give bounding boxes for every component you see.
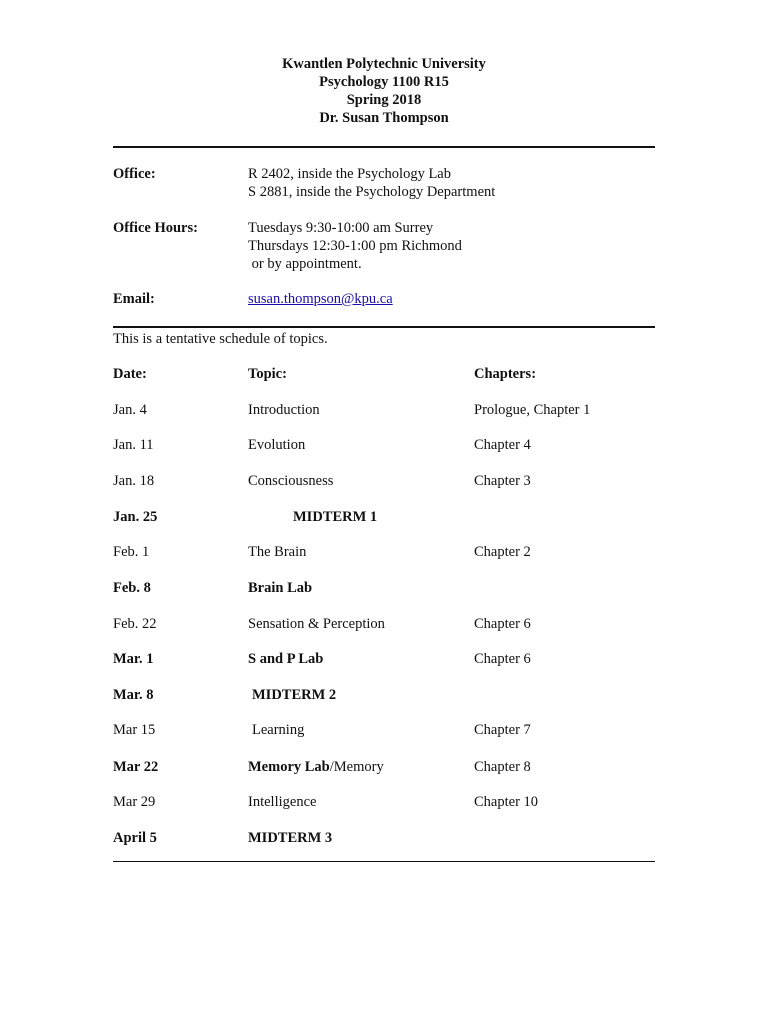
row-date: Jan. 18 [113, 473, 155, 489]
row-chapters: Chapter 4 [474, 437, 531, 453]
row-topic: Consciousness [248, 473, 334, 489]
table-row [113, 828, 658, 848]
table-row [113, 507, 658, 527]
office-line: R 2402, inside the Psychology Lab [248, 166, 451, 182]
row-topic: Evolution [248, 437, 306, 453]
row-topic-rest: /Memory [329, 759, 384, 775]
row-topic: The Brain [248, 544, 307, 560]
email-value [248, 290, 393, 308]
table-row [113, 614, 658, 634]
row-date: Feb. 22 [113, 616, 157, 632]
row-date: Mar 22 [113, 759, 159, 775]
row-topic: MIDTERM 3 [248, 830, 333, 846]
row-topic: Sensation & Perception [248, 616, 385, 632]
row-chapters: Chapter 8 [474, 759, 531, 775]
row-chapters: Chapter 7 [474, 722, 531, 738]
topic-column-header: Topic: [248, 366, 287, 382]
row-topic [248, 757, 384, 777]
table-row [113, 685, 658, 705]
row-date: Jan. 25 [113, 509, 158, 525]
row-topic-bold: Memory Lab [248, 759, 330, 775]
chapters-column-header: Chapters: [474, 366, 537, 382]
table-row [113, 792, 658, 812]
email-link[interactable]: susan.thompson@kpu.ca [248, 291, 393, 307]
schedule-note: This is a tentative schedule of topics. [113, 331, 328, 347]
row-chapters: Chapter 10 [474, 794, 539, 810]
date-column-header: Date: [113, 366, 147, 382]
row-topic: Intelligence [248, 794, 317, 810]
table-row [113, 471, 658, 491]
university-name: Kwantlen Polytechnic University [282, 56, 486, 72]
table-row [113, 542, 658, 562]
row-chapters: Chapter 6 [474, 651, 531, 667]
row-date: Jan. 11 [113, 437, 154, 453]
office-hours-label: Office Hours: [113, 220, 198, 236]
info-divider [113, 326, 655, 328]
schedule-header-row [113, 364, 658, 384]
row-topic: Brain Lab [248, 580, 313, 596]
office-hours-line: Tuesdays 9:30-10:00 am Surrey [248, 220, 434, 236]
email-label: Email: [113, 291, 155, 307]
row-chapters: Chapter 3 [474, 473, 531, 489]
row-date: Mar 29 [113, 794, 156, 810]
row-topic: Introduction [248, 402, 320, 418]
row-topic: MIDTERM 2 [252, 687, 337, 703]
office-line: S 2881, inside the Psychology Department [248, 184, 496, 200]
table-row [113, 649, 658, 669]
row-date: Feb. 8 [113, 580, 151, 596]
course-title: Psychology 1100 R15 [319, 74, 449, 90]
office-value [248, 165, 495, 201]
office-hours-value [248, 219, 462, 273]
row-date: Mar. 1 [113, 651, 154, 667]
schedule-bottom-divider [113, 861, 655, 862]
row-date: Mar 15 [113, 722, 156, 738]
office-label: Office: [113, 166, 156, 182]
row-topic: Learning [252, 722, 305, 738]
row-chapters: Prologue, Chapter 1 [474, 402, 591, 418]
row-topic: S and P Lab [248, 651, 324, 667]
office-hours-line: Thursdays 12:30-1:00 pm Richmond [248, 238, 462, 254]
row-chapters: Chapter 6 [474, 616, 531, 632]
row-date: Mar. 8 [113, 687, 154, 703]
table-row [113, 435, 658, 455]
header-divider [113, 146, 655, 148]
table-row [113, 400, 658, 420]
row-date: April 5 [113, 830, 157, 846]
row-date: Jan. 4 [113, 402, 147, 418]
row-chapters: Chapter 2 [474, 544, 531, 560]
table-row [113, 757, 658, 777]
document-header [0, 55, 768, 127]
row-topic: MIDTERM 1 [293, 509, 378, 525]
table-row [113, 578, 658, 598]
table-row [113, 720, 658, 740]
instructor-name: Dr. Susan Thompson [319, 110, 449, 126]
office-hours-line: or by appointment. [248, 256, 362, 272]
term: Spring 2018 [346, 92, 422, 108]
row-date: Feb. 1 [113, 544, 150, 560]
